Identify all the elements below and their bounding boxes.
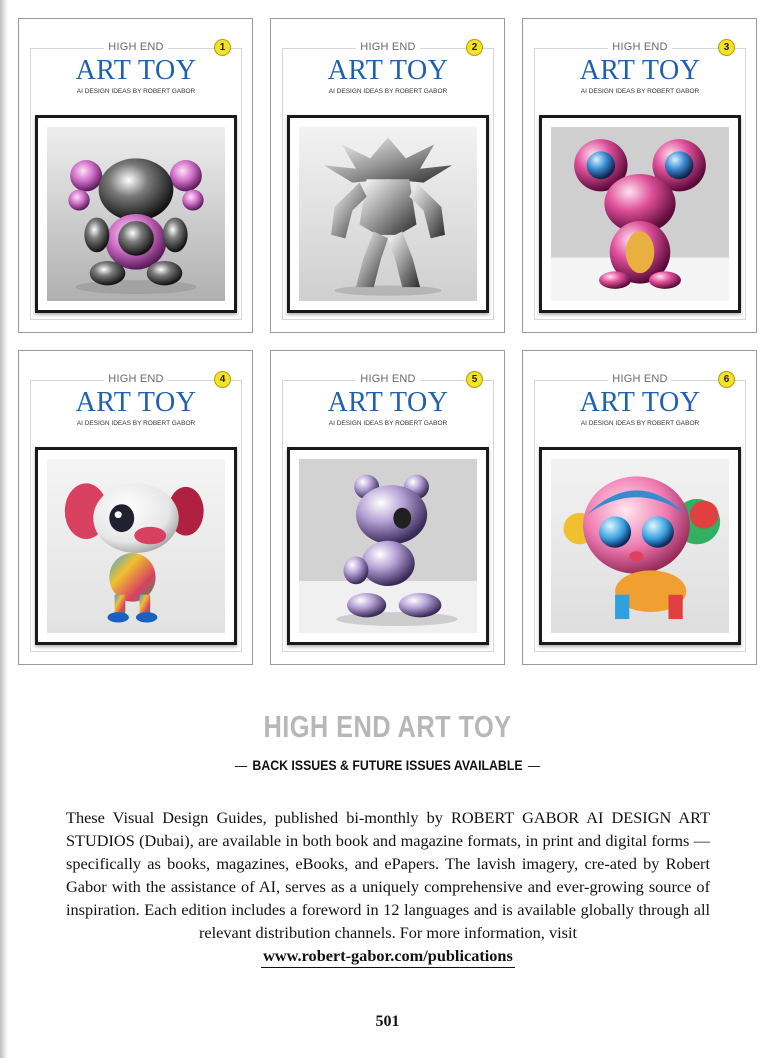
cover-photo-frame xyxy=(539,447,741,645)
issue-number-badge: 1 xyxy=(214,39,231,56)
cover-border xyxy=(282,373,494,652)
colorful-puppy-toy-image xyxy=(47,459,225,633)
publications-link[interactable]: www.robert-gabor.com/publications xyxy=(261,946,515,968)
magazine-cover-3[interactable] xyxy=(522,18,757,333)
cover-title: ART TOY xyxy=(579,387,701,418)
subheading-dash-right: — xyxy=(527,757,541,773)
cover-subtitle: AI DESIGN IDEAS BY ROBERT GABOR xyxy=(328,88,448,95)
article-subheading xyxy=(47,757,729,773)
cover-title: ART TOY xyxy=(327,55,449,86)
cover-title: ART TOY xyxy=(75,55,197,86)
cover-photo-frame xyxy=(35,115,237,313)
cover-photo-frame xyxy=(287,447,489,645)
subheading-text: BACK ISSUES & FUTURE ISSUES AVAILABLE xyxy=(252,757,523,773)
cover-title: ART TOY xyxy=(327,387,449,418)
pink-chrome-mouse-toy-image xyxy=(551,127,729,301)
cover-border xyxy=(282,41,494,320)
cover-title: ART TOY xyxy=(579,55,701,86)
cover-photo-frame xyxy=(287,115,489,313)
magazine-cover-5[interactable] xyxy=(270,350,505,665)
article-body xyxy=(66,806,710,967)
book-spine-shadow xyxy=(0,0,8,1058)
cover-kicker: HIGH END xyxy=(283,373,493,385)
cover-border xyxy=(30,41,242,320)
cover-subtitle: AI DESIGN IDEAS BY ROBERT GABOR xyxy=(76,420,196,427)
chrome-axolotl-toy-image xyxy=(47,127,225,301)
cover-photo-frame xyxy=(35,447,237,645)
cover-border xyxy=(30,373,242,652)
cover-subtitle: AI DESIGN IDEAS BY ROBERT GABOR xyxy=(76,88,196,95)
cover-title: ART TOY xyxy=(75,387,197,418)
issue-number-badge: 6 xyxy=(718,371,735,388)
magazine-cover-1[interactable] xyxy=(18,18,253,333)
article-body-text: These Visual Design Guides, published bi-monthly by ROBERT GABOR AI DESIGN ART STUDIOS (Dubai), are available in both book and magazine formats, in print and digital forms — specifically as books, magazines, eBooks, and ePapers. The lavish imagery, cre-ated by Robert Gabor with the assistance of AI, serves as a uniquely comprehensive and ever-growing source of inspiration. Each edition includes a foreword in 12 languages and is available globally through all relevant distribution channels. For more information, visit xyxy=(66,808,710,942)
lavender-chrome-bear-toy-image xyxy=(299,459,477,633)
rainbow-monkey-toy-image xyxy=(551,459,729,633)
issue-number-badge: 4 xyxy=(214,371,231,388)
cover-kicker: HIGH END xyxy=(535,373,745,385)
magazine-cover-2[interactable] xyxy=(270,18,505,333)
cover-border xyxy=(534,41,746,320)
cover-kicker: HIGH END xyxy=(31,373,241,385)
cover-subtitle: AI DESIGN IDEAS BY ROBERT GABOR xyxy=(580,88,700,95)
subheading-dash-left: — xyxy=(234,757,248,773)
cover-subtitle: AI DESIGN IDEAS BY ROBERT GABOR xyxy=(328,420,448,427)
silver-spiked-robot-toy-image xyxy=(299,127,477,301)
issue-number-badge: 3 xyxy=(718,39,735,56)
cover-kicker: HIGH END xyxy=(283,41,493,53)
page-number: 501 xyxy=(375,1013,400,1030)
cover-kicker: HIGH END xyxy=(535,41,745,53)
cover-photo-frame xyxy=(539,115,741,313)
issue-number-badge: 5 xyxy=(466,371,483,388)
cover-border xyxy=(534,373,746,652)
issue-number-badge: 2 xyxy=(466,39,483,56)
cover-kicker: HIGH END xyxy=(31,41,241,53)
magazine-cover-6[interactable] xyxy=(522,350,757,665)
magazine-cover-4[interactable] xyxy=(18,350,253,665)
article-headline: HIGH END ART TOY xyxy=(263,709,512,744)
cover-grid xyxy=(18,18,757,665)
cover-subtitle: AI DESIGN IDEAS BY ROBERT GABOR xyxy=(580,420,700,427)
